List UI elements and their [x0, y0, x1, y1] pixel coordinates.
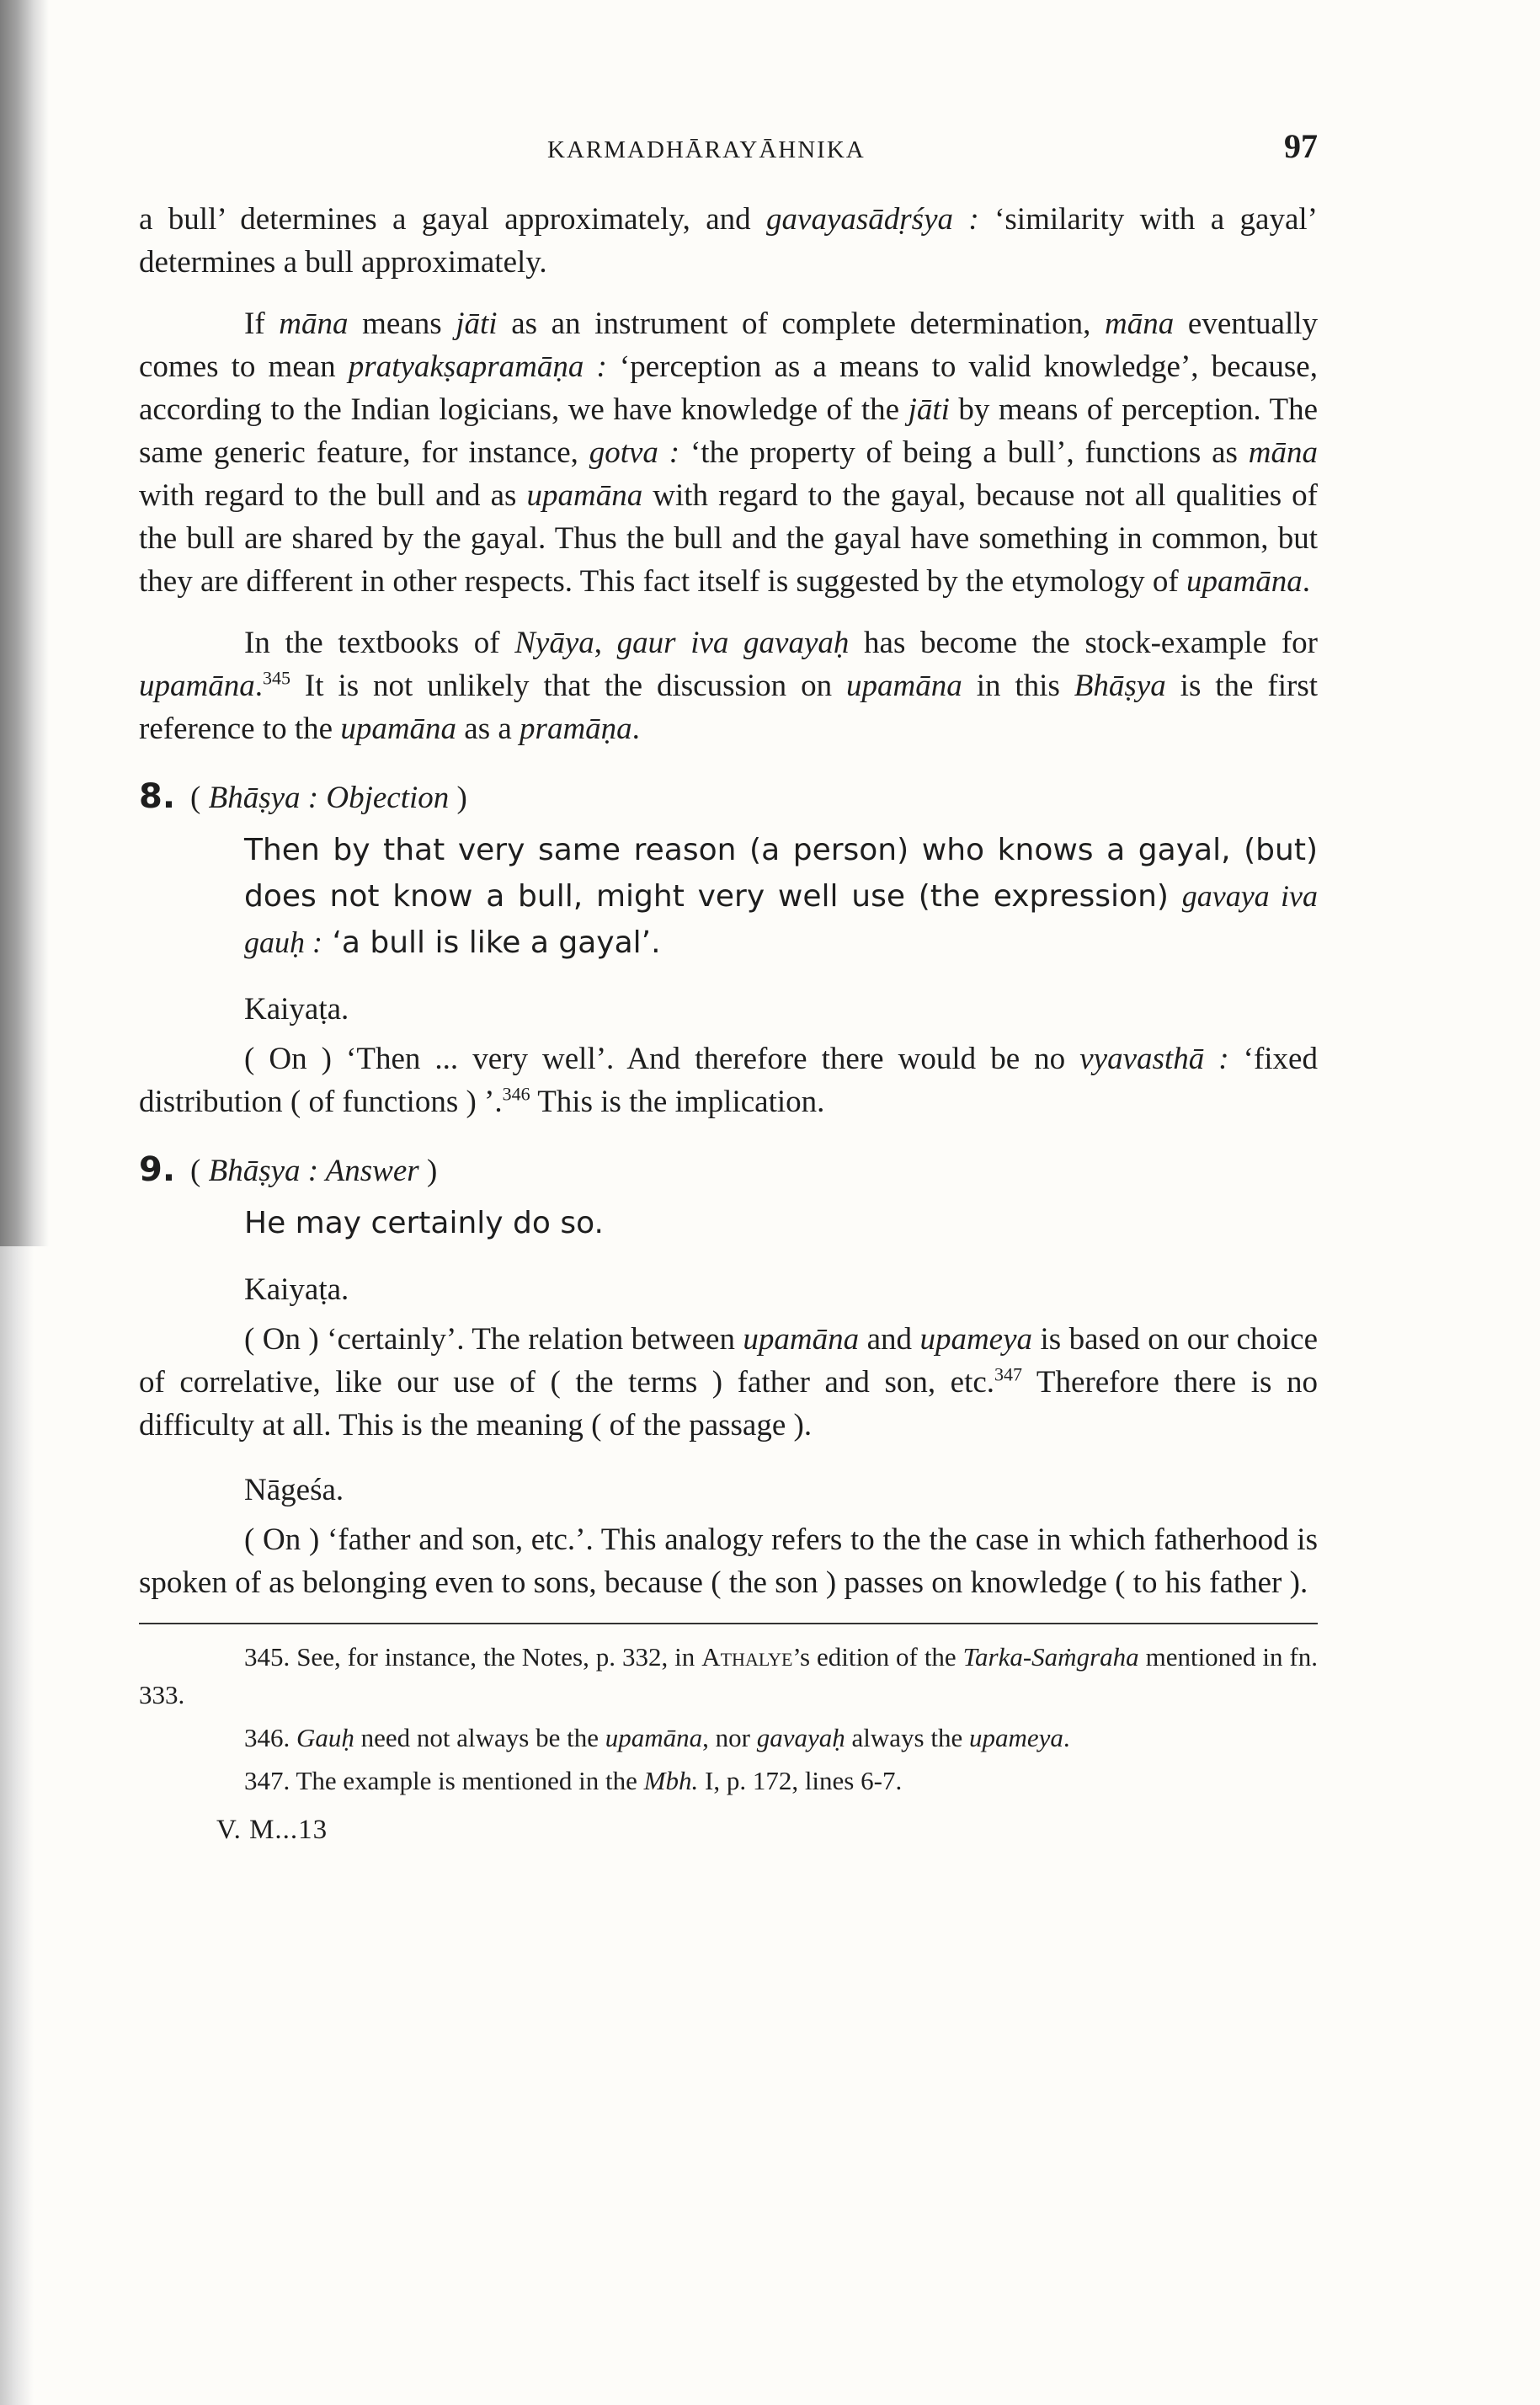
footnote-345: 345. See, for instance, the Notes, p. 332, in Athalye’s edition of the Tarka-Saṁgraha mentioned in fn. 333. — [139, 1642, 1318, 1709]
section-8-bhasya: Then by that very same reason (a person) who knows a gayal, (but) does not know a bull, might very well use (the expression) gavaya iva gauḥ : ‘a bull is like a gayal’. — [244, 833, 1318, 960]
section-8-heading: 8. ( Bhāṣya : Objection ) — [139, 777, 467, 816]
section-8-kaiyata: ( On ) ‘Then ... very well’. And therefore there would be no vyavasthā : ‘fixed distribution ( of functions ) ’.$^{346}$ This is the implication. — [139, 1042, 1318, 1119]
footnote-347: 347. The example is mentioned in the Mbh. I, p. 172, lines 6-7. — [244, 1766, 903, 1795]
footnote-ref-347: 347 — [994, 1363, 1023, 1385]
paragraph-3: In the textbooks of Nyāya, gaur iva gavayaḥ has become the stock-example for upamāna.$^{345}$ It is not unlikely that the discussion on upamāna in this Bhāṣya is the first reference to the upamāna as a pramāṇa. — [139, 626, 1319, 746]
section-9-nagesa: ( On ) ‘father and son, etc.’. This analogy refers to the the case in which fatherhood is spoken of as belonging even to sons, because ( the son ) passes on knowledge ( to his father ). — [139, 1522, 1318, 1600]
signature-mark: V. M...13 — [216, 1815, 328, 1845]
paragraph-2: If māna means jāti as an instrument of complete determination, māna eventually comes to mean pratyakṣapramāṇa : ‘perception as a means to valid knowledge’, because, according to the Indian logicians, we have knowledge of the jāti by means of perception. The same generic feature, for instance, gotva : ‘the property of being a bull’, functions as māna with regard to the bull and as upamāna with regard to the gayal, because not all qualities of the bull are shared by the gayal. Thus the bull and the gayal have something in common, but they are different in other respects. This fact itself is suggested by the etymology of upamāna. — [139, 307, 1319, 599]
footnote-346: 346. Gauḥ need not always be the upamāna, nor gavayaḥ always the upameya. — [244, 1723, 1070, 1752]
footnote-divider — [139, 1623, 1318, 1624]
section-9-bhasya: He may certainly do so. — [244, 1206, 604, 1240]
section-9-kaiyata: ( On ) ‘certainly’. The relation between upamāna and upameya is based on our choice of correlative, like our use of ( the terms ) father and son, etc.$^{347}$ Therefore there is no difficulty at all. This is the meaning ( of the passage ). — [139, 1322, 1318, 1442]
page-number: 97 — [1284, 127, 1318, 165]
paragraph-1: a bull’ determines a gayal approximately, and gavayasādṛśya : ‘similarity with a gayal’ determines a bull approximately. — [139, 202, 1318, 280]
section-8-kaiyata-label: Kaiyaṭa. — [244, 992, 349, 1027]
body-text — [139, 198, 1318, 1846]
footnote-ref-346: 346 — [502, 1083, 530, 1105]
section-9-kaiyata-label: Kaiyaṭa. — [244, 1272, 349, 1307]
section-9-heading: 9. ( Bhāṣya : Answer ) — [139, 1150, 438, 1189]
scan-binding-shadow — [0, 0, 49, 1246]
footnote-ref-345: 345 — [262, 667, 290, 689]
scan-binding-shadow-lower — [0, 1246, 34, 2405]
section-9-nagesa-label: Nāgeśa. — [244, 1473, 344, 1507]
running-title: KARMADHĀRAYĀHNIKA — [547, 136, 866, 163]
